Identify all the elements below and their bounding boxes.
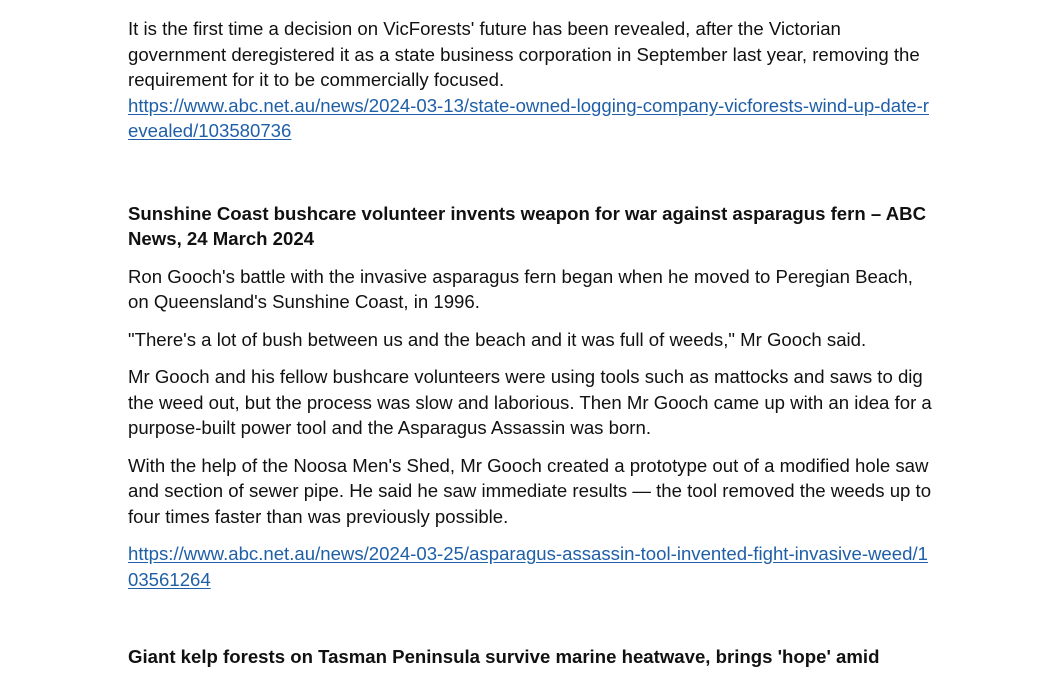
article-asparagus-fern bbox=[128, 201, 938, 593]
article-headline: Giant kelp forests on Tasman Peninsula survive marine heatwave, brings 'hope' amid bbox=[128, 646, 880, 667]
article-headline: Sunshine Coast bushcare volunteer invents weapon for war against asparagus fern – ABC News, 24 March 2024 bbox=[128, 202, 927, 249]
article-kelp-forests bbox=[128, 644, 938, 670]
article-paragraph: With the help of the Noosa Men's Shed, Mr Gooch created a prototype out of a modified hole saw and section of sewer pipe. He said he saw immediate results — the tool removed the weeds up to four times faster than was previously possible. bbox=[128, 454, 932, 527]
article-vicforests bbox=[128, 16, 938, 144]
article-paragraph: Mr Gooch and his fellow bushcare volunteers were using tools such as mattocks and saws to dig the weed out, but the process was slow and laborious. Then Mr Gooch came up with an idea for a purpose-built power tool and the Asparagus Assassin was born. bbox=[128, 366, 932, 438]
document-page bbox=[128, 16, 938, 670]
article-paragraph: It is the first time a decision on VicForests' future has been revealed, after the Victorian government deregistered it as a state business corporation in September last year, removing the requirement for it to be commercially focused. bbox=[128, 18, 920, 90]
article-paragraph: "There's a lot of bush between us and the beach and it was full of weeds," Mr Gooch said. bbox=[128, 328, 867, 350]
article-link[interactable]: https://www.abc.net.au/news/2024-03-25/asparagus-assassin-tool-invented-fight-invasive-weed/103561264 bbox=[128, 543, 928, 590]
article-paragraph: Ron Gooch's battle with the invasive asparagus fern began when he moved to Peregian Beach, on Queensland's Sunshine Coast, in 1996. bbox=[128, 265, 913, 312]
article-link[interactable]: https://www.abc.net.au/news/2024-03-13/state-owned-logging-company-vicforests-wind-up-date-revealed/103580736 bbox=[128, 94, 929, 141]
